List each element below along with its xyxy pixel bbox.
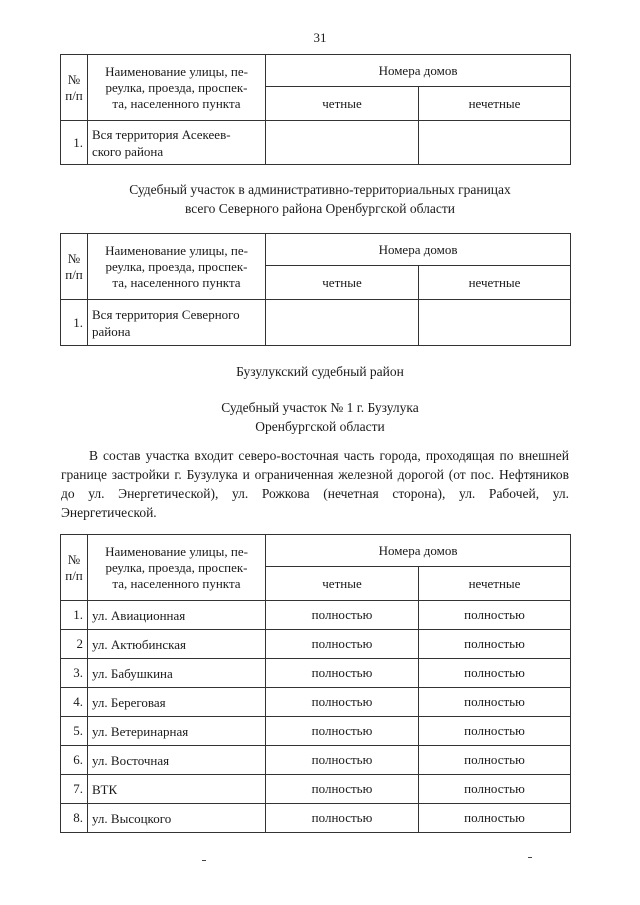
header-even: четные — [266, 266, 419, 300]
header-number — [61, 535, 88, 601]
row-street-name: ул. Бабушкина — [88, 659, 266, 688]
row-number: 6. — [61, 746, 88, 775]
row-number: 5. — [61, 717, 88, 746]
row-number: 8. — [61, 804, 88, 833]
table-row — [61, 775, 571, 804]
page-number: 31 — [313, 30, 327, 45]
row-street-name: ул. Береговая — [88, 688, 266, 717]
row-odd: полностью — [419, 804, 571, 833]
header-number-line-1: № — [67, 71, 81, 87]
header-house-numbers: Номера домов — [266, 55, 571, 87]
row-odd: полностью — [419, 630, 571, 659]
section-description: В состав участка входит северо-восточная часть города, проходящая по внешней границе застройки г. Бузулука и ограниченная железной дорогой (от пос. Нефтяников до ул. Энергетической), ул. Рожкова (нечетная сторона), ул. Рабочей, ул. Энергетической. — [61, 448, 569, 520]
header-number-line-2: п/п — [65, 87, 83, 103]
row-even — [266, 300, 419, 346]
table-row — [61, 717, 571, 746]
header-name-line-2: реулка, проезда, проспек- — [105, 559, 248, 575]
heading-district: Бузулукский судебный район — [236, 364, 404, 379]
row-even: полностью — [266, 717, 419, 746]
row-street-name: ул. Высоцкого — [88, 804, 266, 833]
row-name-line-1: Вся территория Северного — [92, 306, 240, 322]
header-number — [61, 55, 88, 121]
header-number-line-1: № — [67, 551, 81, 567]
row-name-line-2: района — [92, 323, 131, 339]
row-odd: полностью — [419, 659, 571, 688]
row-number: 2 — [61, 630, 88, 659]
row-street-name — [88, 300, 266, 346]
table-asekeevsky — [60, 54, 571, 165]
table-buzuluk-streets — [60, 534, 571, 833]
row-even: полностью — [266, 659, 419, 688]
header-house-numbers: Номера домов — [266, 535, 571, 567]
row-odd: полностью — [419, 775, 571, 804]
table-row — [61, 659, 571, 688]
row-street-name: ВТК — [88, 775, 266, 804]
row-even: полностью — [266, 804, 419, 833]
header-odd: нечетные — [419, 266, 571, 300]
row-street-name: ул. Ветеринарная — [88, 717, 266, 746]
header-even: четные — [266, 87, 419, 121]
header-even: четные — [266, 567, 419, 601]
heading-north-line-2: всего Северного района Оренбургской области — [184, 201, 456, 216]
header-odd: нечетные — [419, 567, 571, 601]
table-row — [61, 688, 571, 717]
row-even — [266, 121, 419, 165]
row-odd — [419, 121, 571, 165]
heading-north-line-1: Судебный участок в административно-территориальных границах — [129, 182, 511, 197]
row-even: полностью — [266, 688, 419, 717]
header-name-line-1: Наименование улицы, пе- — [105, 242, 248, 258]
table-row — [61, 300, 571, 346]
row-even: полностью — [266, 630, 419, 659]
table-row — [61, 601, 571, 630]
header-name-line-3: та, населенного пункта — [112, 95, 241, 111]
heading-court-section — [0, 398, 640, 436]
row-even: полностью — [266, 601, 419, 630]
header-street-name — [88, 535, 266, 601]
row-odd: полностью — [419, 601, 571, 630]
header-name-line-1: Наименование улицы, пе- — [105, 63, 248, 79]
row-odd: полностью — [419, 746, 571, 775]
table-row — [61, 746, 571, 775]
heading-section-line-2: Оренбургской области — [255, 419, 385, 434]
row-street-name: ул. Авиационная — [88, 601, 266, 630]
scan-mark — [528, 857, 532, 858]
heading-north-district — [0, 180, 640, 218]
row-number: 1. — [61, 601, 88, 630]
header-name-line-3: та, населенного пункта — [112, 575, 241, 591]
row-odd — [419, 300, 571, 346]
header-street-name — [88, 234, 266, 300]
header-number-line-2: п/п — [65, 567, 83, 583]
row-name-line-1: Вся территория Асекеев- — [92, 126, 231, 142]
table-row — [61, 630, 571, 659]
row-number: 3. — [61, 659, 88, 688]
header-name-line-2: реулка, проезда, проспек- — [105, 258, 248, 274]
row-number: 1. — [61, 300, 88, 346]
row-even: полностью — [266, 775, 419, 804]
row-street-name — [88, 121, 266, 165]
row-street-name: ул. Восточная — [88, 746, 266, 775]
row-number: 4. — [61, 688, 88, 717]
row-odd: полностью — [419, 688, 571, 717]
header-name-line-1: Наименование улицы, пе- — [105, 543, 248, 559]
header-street-name — [88, 55, 266, 121]
heading-section-line-1: Судебный участок № 1 г. Бузулука — [221, 400, 419, 415]
row-number: 7. — [61, 775, 88, 804]
header-number-line-1: № — [67, 250, 81, 266]
table-northern — [60, 233, 571, 346]
header-odd: нечетные — [419, 87, 571, 121]
header-house-numbers: Номера домов — [266, 234, 571, 266]
table-row — [61, 804, 571, 833]
header-number-line-2: п/п — [65, 266, 83, 282]
header-name-line-3: та, населенного пункта — [112, 274, 241, 290]
row-even: полностью — [266, 746, 419, 775]
header-name-line-2: реулка, проезда, проспек- — [105, 79, 248, 95]
row-name-line-2: ского района — [92, 143, 164, 159]
row-street-name: ул. Актюбинская — [88, 630, 266, 659]
table-row — [61, 121, 571, 165]
scan-mark — [202, 860, 206, 861]
header-number — [61, 234, 88, 300]
row-number: 1. — [61, 121, 88, 165]
row-odd: полностью — [419, 717, 571, 746]
